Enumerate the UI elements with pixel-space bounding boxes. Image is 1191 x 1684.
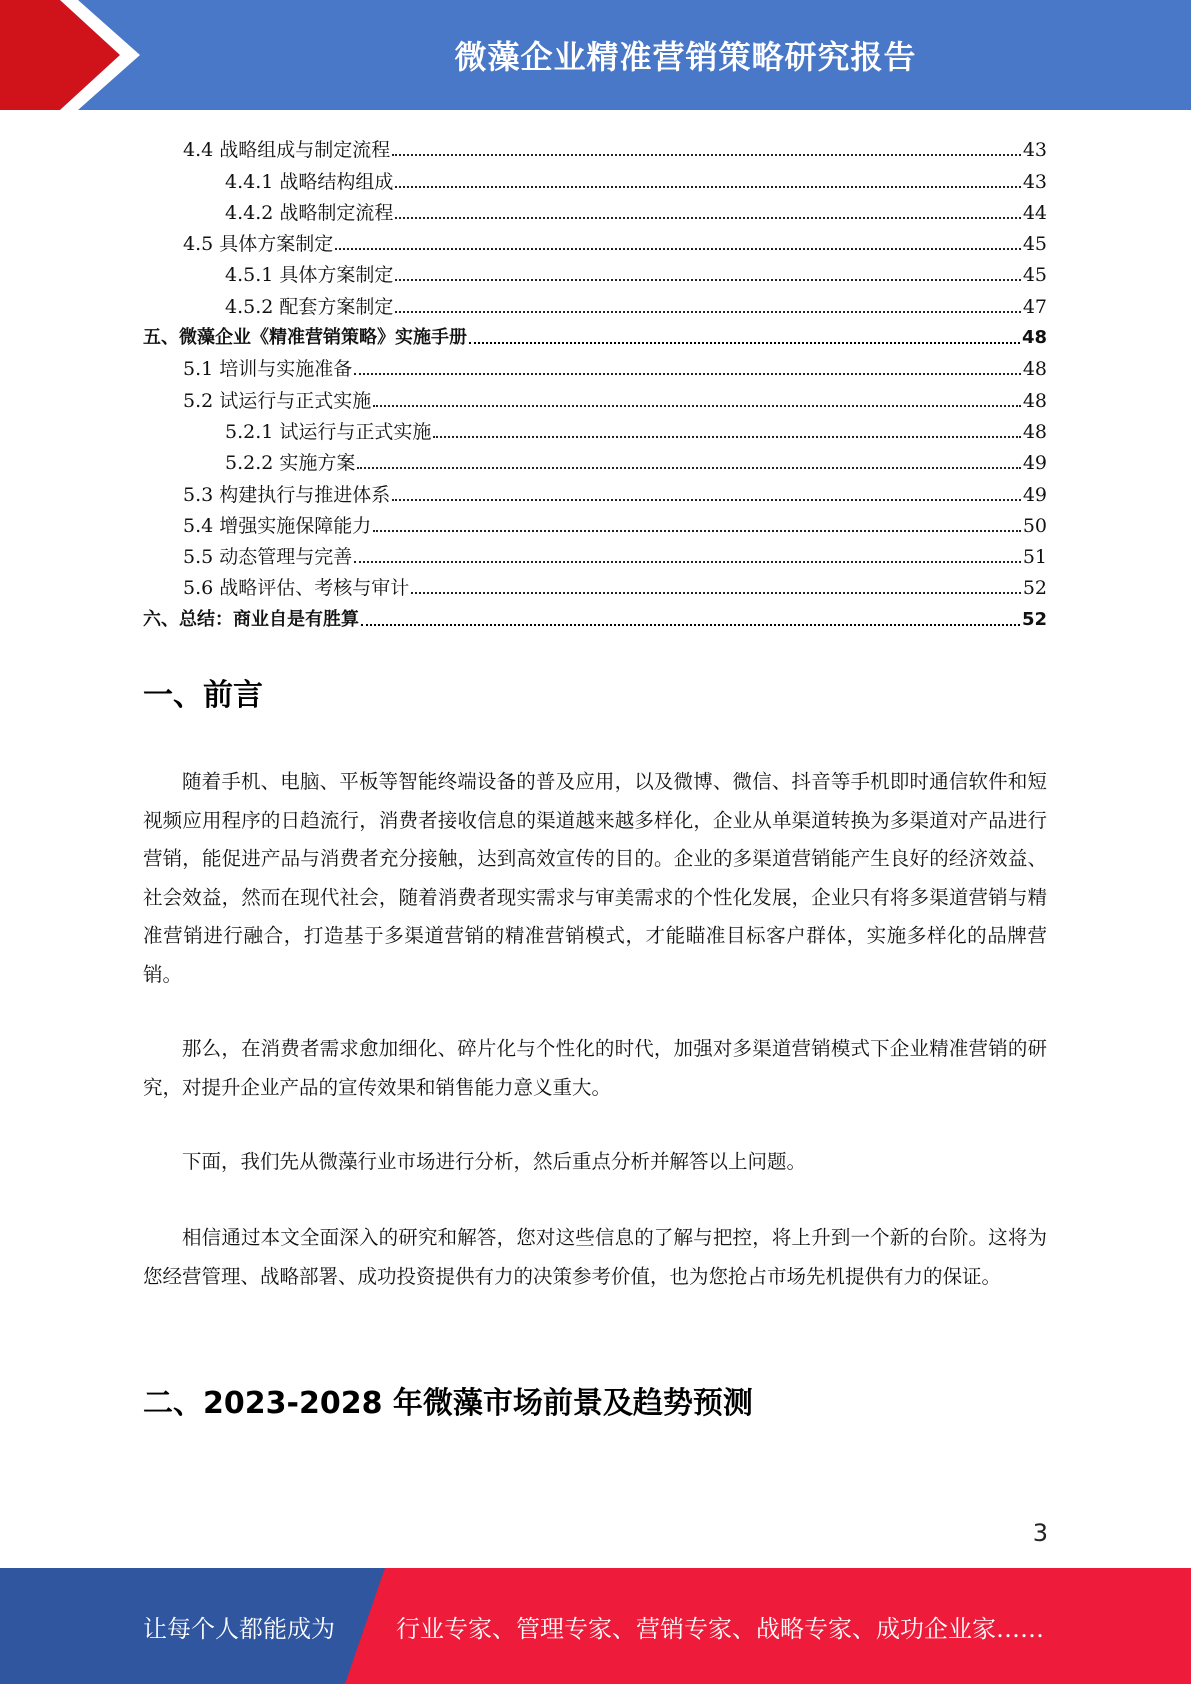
toc-entry-page: 49 [1022, 452, 1047, 475]
toc-entry-page: 49 [1022, 483, 1047, 506]
preface-paragraph: 相信通过本文全面深入的研究和解答，您对这些信息的了解与把控，将上升到一个新的台阶。这将为您经营管理、战略部署、成功投资提供有力的决策参考价值，也为您抢占市场先机提供有力的保证。 [143, 1226, 1047, 1288]
preface-paragraph: 那么，在消费者需求愈加细化、碎片化与个性化的时代，加强对多渠道营销模式下企业精准营销的研究，对提升企业产品的宣传效果和销售能力意义重大。 [143, 1037, 1047, 1099]
toc-leader-dots [395, 186, 1020, 188]
toc-entry[interactable] [143, 161, 1047, 192]
toc-entry-label: 4.5.2 配套方案制定 [225, 295, 394, 318]
toc-entry[interactable] [143, 224, 1047, 255]
toc-entry-label: 4.4.2 战略制定流程 [225, 201, 394, 224]
toc-entry-page: 44 [1022, 201, 1047, 224]
toc-leader-dots [335, 248, 1021, 250]
header-banner [0, 0, 1191, 110]
toc-leader-dots [469, 342, 1020, 344]
toc-leader-dots [354, 561, 1021, 563]
toc-entry-page: 52 [1022, 577, 1047, 600]
page-number: 3 [1032, 1519, 1048, 1547]
toc-leader-dots [354, 373, 1021, 375]
preface-paragraph: 下面，我们先从微藻行业市场进行分析，然后重点分析并解答以上问题。 [182, 1150, 807, 1173]
toc-leader-dots [373, 530, 1021, 532]
toc-entry-label: 4.4 战略组成与制定流程 [183, 139, 391, 162]
toc-entry-label: 4.4.1 战略结构组成 [225, 170, 394, 193]
footer-slogan-left: 让每个人都能成为 [143, 1614, 335, 1643]
toc-entry-page: 43 [1022, 170, 1047, 193]
toc-entry[interactable] [143, 537, 1047, 568]
toc-entry-page: 50 [1022, 514, 1047, 537]
header-chevron-icon [0, 0, 150, 110]
toc-entry[interactable] [143, 193, 1047, 224]
toc-entry-label: 5.6 战略评估、考核与审计 [183, 577, 410, 600]
section-heading-market-forecast: 二、2023-2028 年微藻市场前景及趋势预测 [143, 1386, 753, 1421]
toc-leader-dots [392, 499, 1021, 501]
toc-entry[interactable] [143, 599, 1047, 630]
toc-entry-page: 47 [1022, 295, 1047, 318]
section-heading-preface: 一、前言 [143, 678, 263, 713]
toc-entry-label: 5.3 构建执行与推进体系 [183, 483, 391, 506]
toc-leader-dots [411, 592, 1021, 594]
toc-entry-page: 45 [1022, 233, 1047, 256]
toc-entry-page: 43 [1022, 139, 1047, 162]
toc-entry[interactable] [143, 506, 1047, 537]
toc-entry[interactable] [143, 474, 1047, 505]
toc-entry[interactable] [143, 318, 1047, 349]
toc-entry-label: 5.2.1 试运行与正式实施 [225, 420, 432, 443]
toc-leader-dots [395, 217, 1020, 219]
preface-paragraph: 随着手机、电脑、平板等智能终端设备的普及应用，以及微博、微信、抖音等手机即时通信软件和短视频应用程序的日趋流行，消费者接收信息的渠道越来越多样化，企业从单渠道转换为多渠道对产品进行营销，能促进产品与消费者充分接触，达到高效宣传的目的。企业的多渠道营销能产生良好的经济效益、社会效益，然而在现代社会，随着消费者现实需求与审美需求的个性化发展，企业只有将多渠道营销与精准营销进行融合，打造基于多渠道营销的精准营销模式，才能瞄准目标客户群体，实施多样化的品牌营销。 [143, 770, 1047, 986]
toc-leader-dots [395, 311, 1020, 313]
toc-leader-dots [357, 467, 1020, 469]
toc-leader-dots [395, 279, 1020, 281]
toc-entry-label: 五、微藻企业《精准营销策略》实施手册 [143, 327, 467, 349]
toc-entry-page: 51 [1022, 546, 1047, 569]
toc-entry-label: 5.2.2 实施方案 [225, 452, 356, 475]
toc-entry-label: 5.1 培训与实施准备 [183, 358, 353, 381]
toc-entry[interactable] [143, 349, 1047, 380]
toc-entry-page: 48 [1022, 420, 1047, 443]
toc-entry-label: 4.5 具体方案制定 [183, 233, 334, 256]
table-of-contents [143, 130, 1047, 631]
report-title: 微藻企业精准营销策略研究报告 [454, 38, 917, 76]
toc-entry-label: 六、总结：商业自是有胜算 [143, 608, 359, 630]
footer-banner [0, 1568, 1191, 1684]
toc-entry[interactable] [143, 255, 1047, 286]
toc-entry-page: 52 [1021, 608, 1047, 630]
toc-entry[interactable] [143, 443, 1047, 474]
toc-entry-page: 45 [1022, 264, 1047, 287]
toc-leader-dots [392, 154, 1021, 156]
toc-entry[interactable] [143, 130, 1047, 161]
toc-entry-label: 4.5.1 具体方案制定 [225, 264, 394, 287]
toc-entry[interactable] [143, 568, 1047, 599]
toc-entry[interactable] [143, 286, 1047, 317]
toc-entry-label: 5.2 试运行与正式实施 [183, 389, 372, 412]
toc-leader-dots [373, 405, 1021, 407]
toc-leader-dots [361, 624, 1020, 626]
toc-entry[interactable] [143, 412, 1047, 443]
toc-entry-page: 48 [1022, 389, 1047, 412]
toc-entry-page: 48 [1022, 358, 1047, 381]
toc-entry[interactable] [143, 380, 1047, 411]
toc-leader-dots [433, 436, 1020, 438]
toc-entry-label: 5.4 增强实施保障能力 [183, 514, 372, 537]
toc-entry-label: 5.5 动态管理与完善 [183, 546, 353, 569]
footer-slogan-right: 行业专家、管理专家、营销专家、战略专家、成功企业家…… [396, 1614, 1044, 1643]
toc-entry-page: 48 [1021, 327, 1047, 349]
